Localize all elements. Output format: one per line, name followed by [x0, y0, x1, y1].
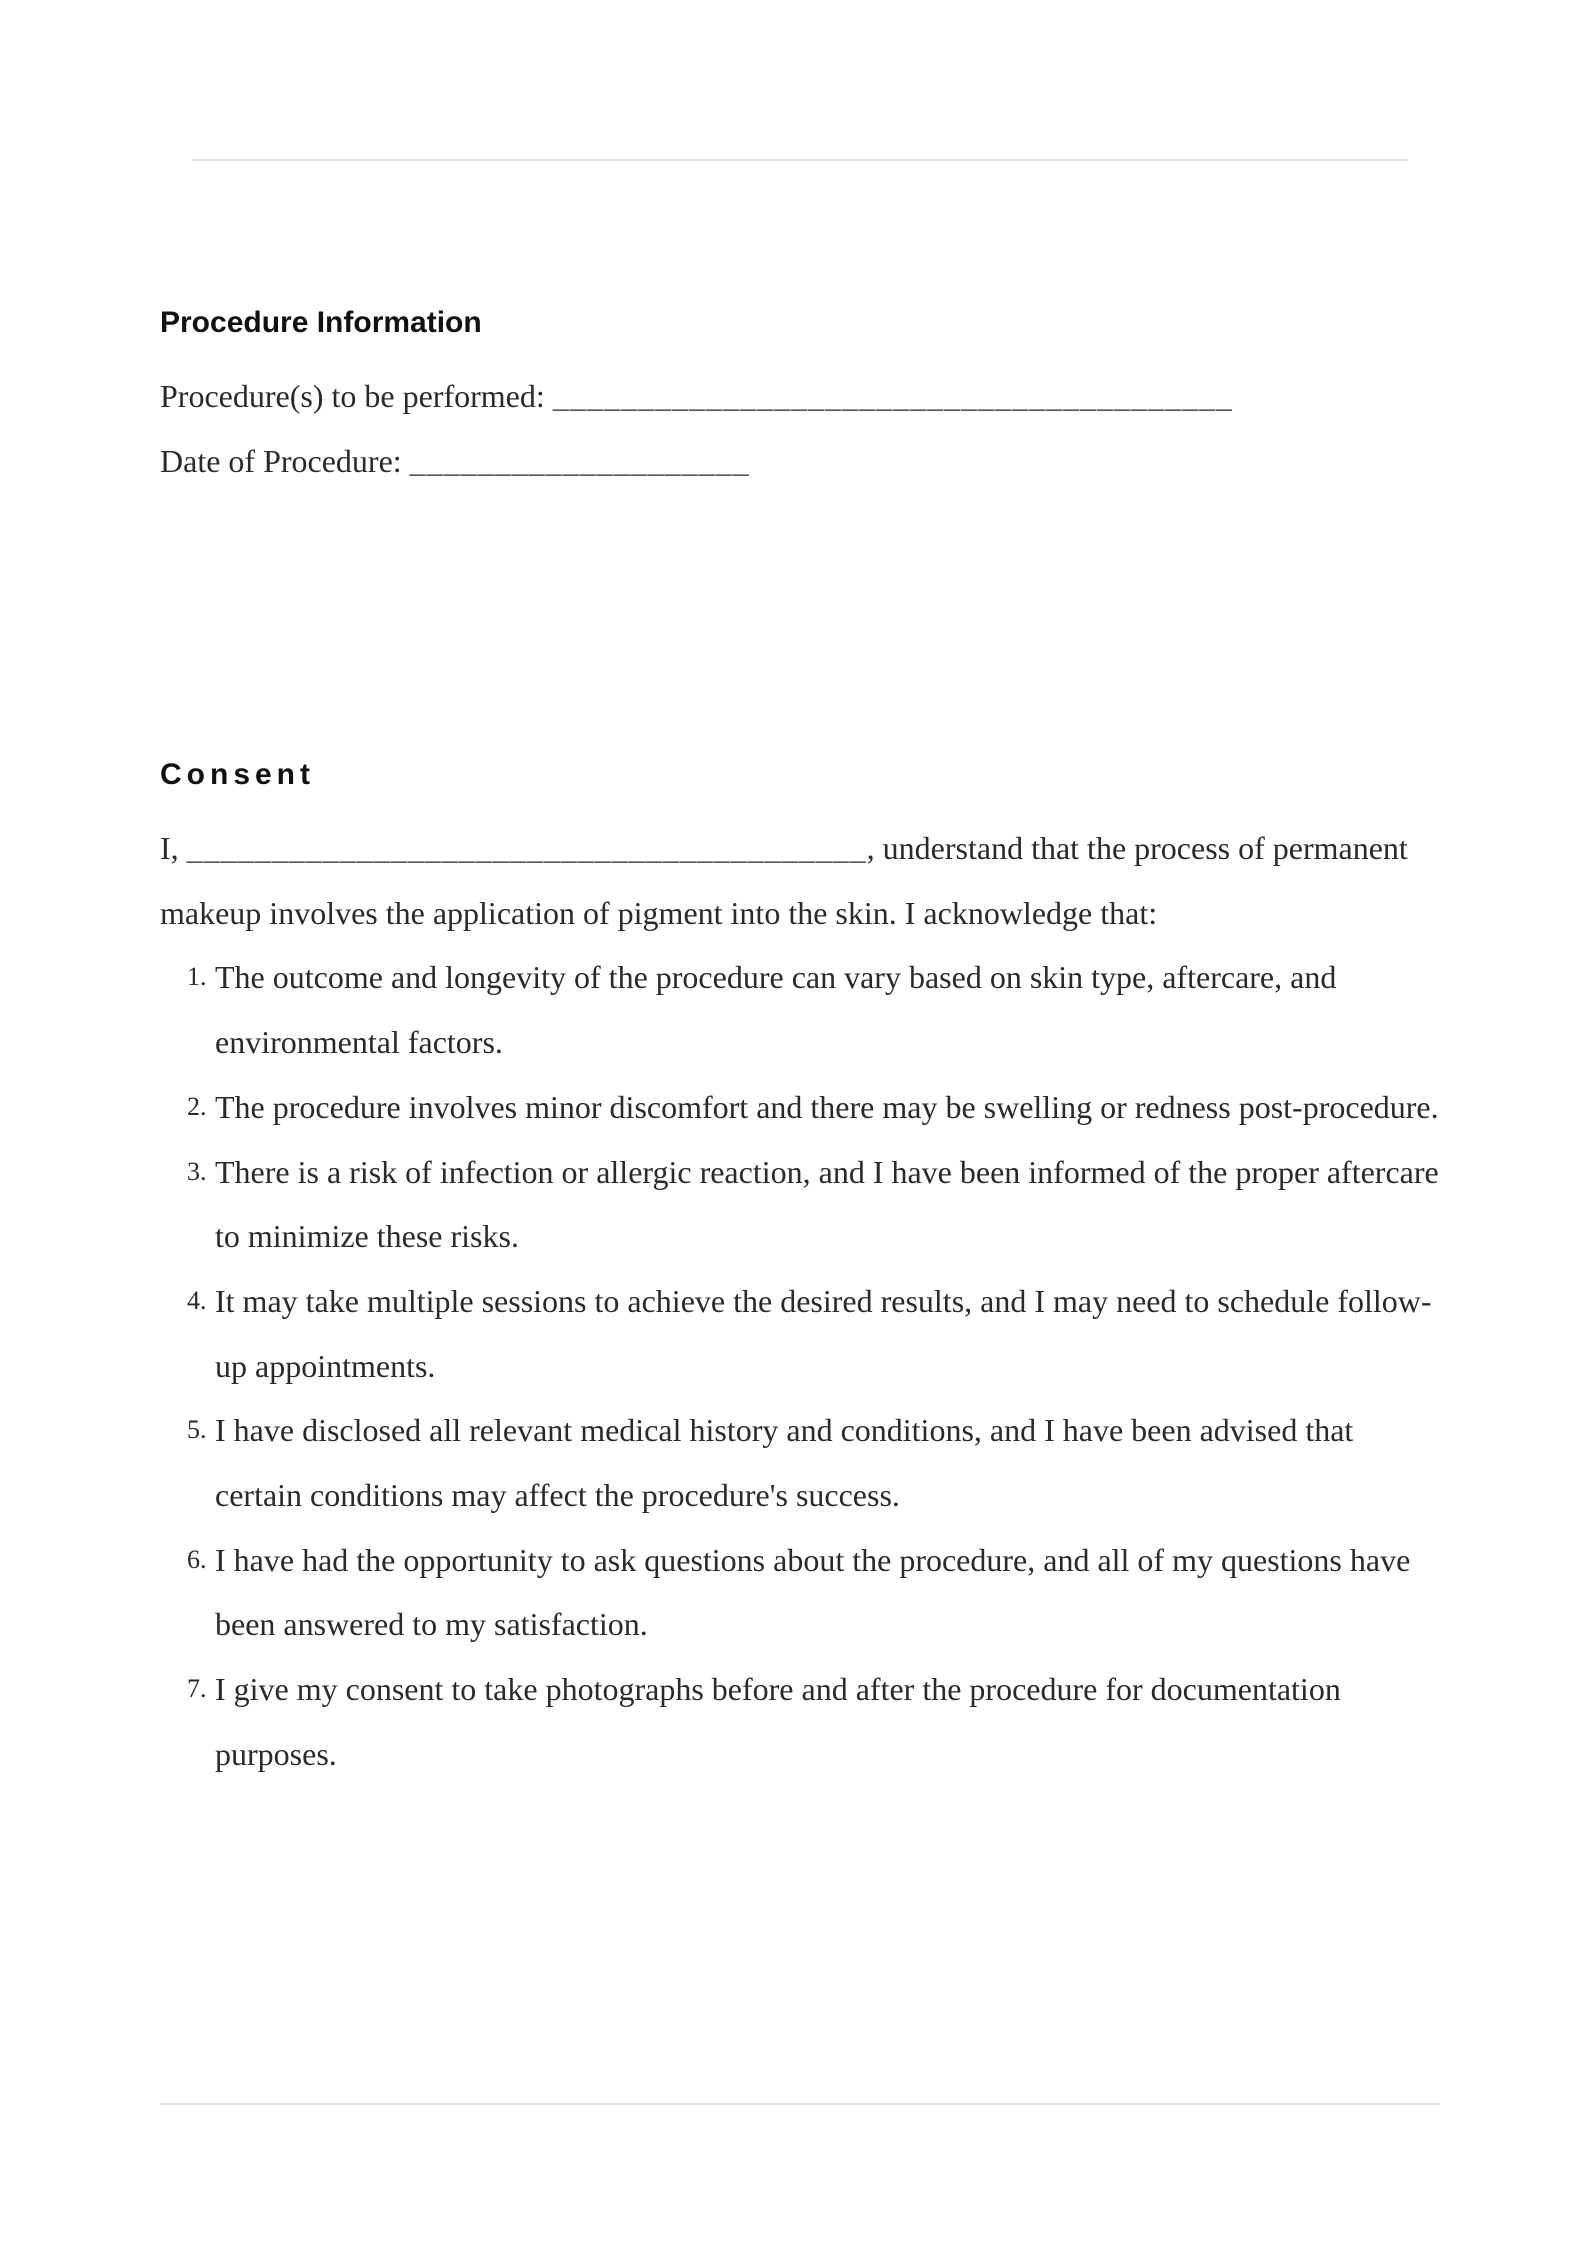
date-label: Date of Procedure:: [160, 442, 402, 479]
item-text: I have had the opportunity to ask questions about the procedure, and all of my questions have been answered to my satisfaction.: [215, 1541, 1411, 1643]
item-text: There is a risk of infection or allergic reaction, and I have been informed of the proper aftercare to minimize these risks.: [215, 1153, 1439, 1255]
list-item: [160, 1140, 1445, 1269]
acknowledgement-list: [160, 945, 1445, 1786]
item-text: The outcome and longevity of the procedure can vary based on skin type, aftercare, and environmental factors.: [215, 959, 1337, 1061]
item-number: 3.: [187, 1156, 207, 1186]
section-heading: Procedure Information: [160, 306, 482, 339]
list-item: [160, 1398, 1445, 1527]
item-text: I have disclosed all relevant medical history and conditions, and I have been advised that certain conditions may affect the procedure's success.: [215, 1412, 1354, 1514]
item-number: 7.: [187, 1674, 207, 1704]
top-divider: [192, 159, 1408, 161]
item-number: 4.: [187, 1285, 207, 1315]
item-text: The procedure involves minor discomfort and there may be swelling or redness post-procedure.: [215, 1088, 1439, 1125]
consent-section: [160, 752, 1445, 1787]
consent-intro: [160, 816, 1445, 945]
list-item: [160, 1657, 1445, 1786]
section-heading: Consent: [160, 758, 315, 791]
item-number: 6.: [187, 1544, 207, 1574]
item-number: 5.: [187, 1415, 207, 1445]
procedure-blank[interactable]: ________________________________________: [552, 378, 1233, 414]
item-text: It may take multiple sessions to achieve the desired results, and I may need to schedule follow-up appointments.: [215, 1282, 1432, 1384]
list-item: [160, 1528, 1445, 1657]
list-item: [160, 1075, 1445, 1140]
procedure-information-section: [160, 300, 1445, 493]
name-blank[interactable]: ________________________________________: [186, 830, 867, 866]
item-text: I give my consent to take photographs before and after the procedure for documentation purposes.: [215, 1671, 1341, 1772]
procedure-label: Procedure(s) to be performed:: [160, 378, 545, 414]
intro-prefix: I,: [160, 830, 179, 866]
item-number: 2.: [187, 1091, 207, 1121]
list-item: [160, 945, 1445, 1074]
bottom-divider: [160, 2103, 1440, 2105]
procedure-field: [160, 364, 1445, 429]
item-number: 1.: [187, 962, 207, 992]
date-field: [160, 429, 1445, 494]
intro-suffix: , understand that the process of permanent makeup involves the application of pigment into the skin. I acknowledge that:: [160, 830, 1408, 931]
list-item: [160, 1269, 1445, 1398]
date-blank[interactable]: ____________________: [409, 442, 750, 479]
